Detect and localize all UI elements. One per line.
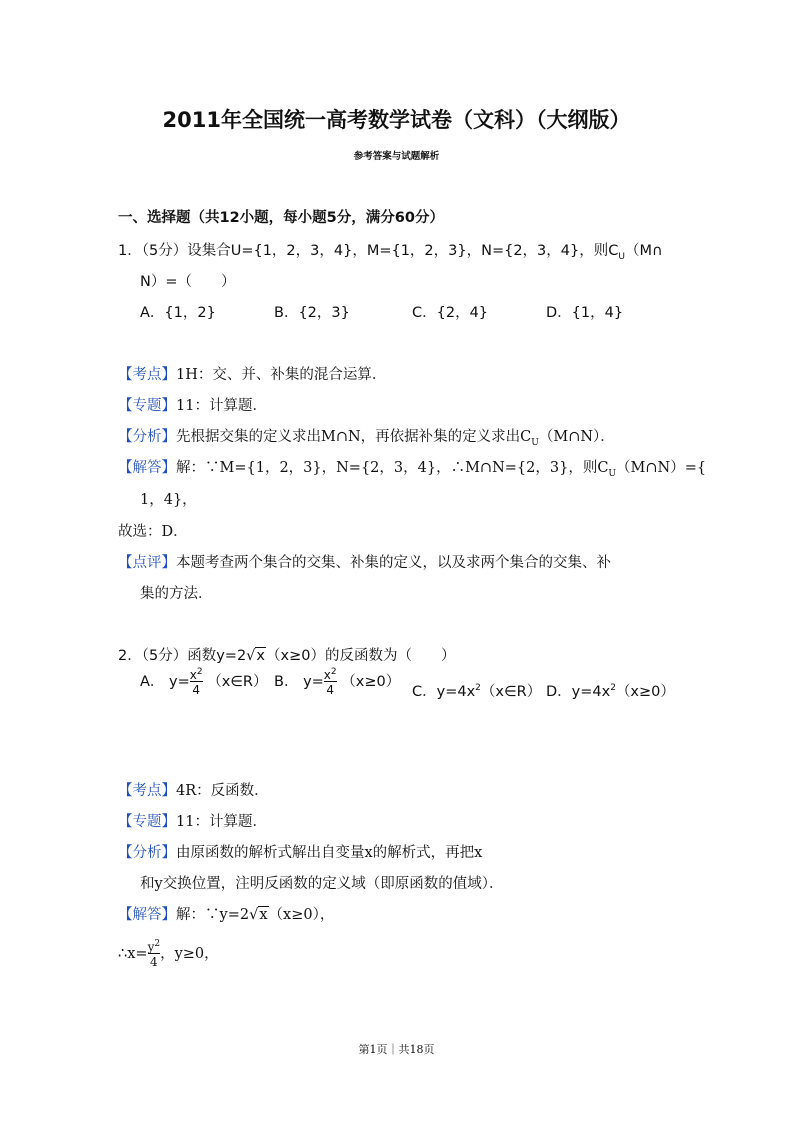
q1-fenxi-text: 先根据交集的定义求出M∩N，再依据补集的定义求出C [176, 429, 532, 445]
q1-zhuanti-text: 11：计算题． [176, 398, 267, 414]
q1-kaodian [118, 363, 386, 384]
section-heading: 一、选择题（共12小题，每小题5分，满分60分） [118, 210, 444, 226]
q1-dianping [118, 551, 611, 572]
tag-jieda-2: 【解答】 [118, 907, 176, 923]
tag-kaodian-2: 【考点】 [118, 783, 176, 799]
q1-stem [118, 239, 663, 262]
page-title: 2011年全国统一高考数学试卷（文科）（大纲版） [162, 108, 631, 132]
q2-option-a [140, 668, 268, 696]
tag-fenxi-2: 【分析】 [118, 845, 176, 861]
q1-stem-text: 1．（5分）设集合U={1，2，3，4}，M={1，2，3}，N={2，3，4}，则C [118, 243, 619, 259]
q1-fenxi-sub: U [531, 437, 539, 448]
q1-fenxi [118, 425, 615, 448]
tag-fenxi: 【分析】 [118, 429, 176, 445]
q2-option-a-num: x [189, 668, 197, 682]
q2-option-a-fraction [190, 668, 203, 696]
page-footer: 第1页｜共18页 [358, 1043, 435, 1056]
q2-kaodian [118, 779, 269, 800]
q2-step-den: 4 [148, 953, 161, 968]
q2-option-b-fraction [324, 668, 337, 696]
tag-dianping: 【点评】 [118, 555, 176, 571]
q2-zhuanti-text: 11：计算题． [176, 814, 267, 830]
q1-jieda-sub: U [608, 468, 617, 479]
q1-jieda [118, 456, 706, 479]
q1-dianping-text: 本题考查两个集合的交集、补集的定义，以及求两个集合的交集、补 [176, 555, 611, 571]
q1-zhuanti [118, 394, 267, 415]
q2-option-a-exp: 2 [196, 667, 203, 677]
q2-option-b-exp: 2 [330, 667, 337, 677]
q1-option-d: D．{1，4} [546, 305, 624, 321]
q2-option-b-y: y= [303, 674, 324, 690]
q1-jieda-text: 解：∵M={1，2，3}，N={2，3，4}，∴M∩N={2，3}，则C [176, 460, 609, 476]
q2-option-b-num: x [323, 668, 331, 682]
q1-sub-u: U [618, 251, 625, 262]
q2-zhuanti [118, 810, 267, 831]
q1-fenxi-end: （M∩N）． [538, 429, 615, 445]
q2-option-a-den: 4 [190, 681, 203, 696]
q2-jieda-pre: 解：∵y= [176, 907, 240, 923]
q2-option-c [412, 680, 541, 701]
q2-step-pre: ∴x= [118, 946, 148, 962]
q1-dianping-line2: 集的方法． [140, 586, 213, 602]
q2-fenxi-line2: 和y交换位置，注明反函数的定义域（即原函数的值域）． [140, 876, 504, 892]
q2-kaodian-text: 4R：反函数． [176, 783, 269, 799]
q2-stem: 2．（5分）函数y=2√x（x≥0）的反函数为（ ） [118, 648, 456, 664]
tag-jieda: 【解答】 [118, 460, 176, 476]
q2-step-exp: 2 [154, 939, 161, 949]
q2-option-c-text: C．y=4x [412, 684, 476, 700]
q2-jieda: 【解答】解：∵y=2√x（x≥0）， [118, 907, 335, 923]
q1-jieda-line2: 1，4}， [140, 492, 197, 508]
q1-stem-end: （M∩ [624, 243, 663, 259]
q1-answer: 故选：D． [118, 524, 188, 540]
q2-option-d [546, 680, 675, 701]
q2-option-a-y: y= [169, 674, 190, 690]
q1-option-c: C．{2，4} [412, 305, 489, 321]
q2-jieda-coef: 2 [239, 907, 250, 923]
q2-step [118, 940, 219, 968]
q1-jieda-end: （M∩N）={ [616, 460, 707, 476]
q1-option-b: B．{2，3} [274, 305, 350, 321]
q2-option-a-label: A． [140, 674, 165, 690]
q2-option-c-cond: （x∈R） [480, 684, 542, 700]
q2-option-b-den: 4 [324, 681, 337, 696]
tag-zhuanti-2: 【专题】 [118, 814, 176, 830]
q2-option-b-cond: （x≥0） [341, 674, 401, 690]
q2-stem-post: （x≥0）的反函数为（ ） [266, 648, 456, 664]
q1-option-a: A．{1，2} [140, 305, 216, 321]
tag-zhuanti: 【专题】 [118, 398, 176, 414]
q2-option-d-cond: （x≥0） [615, 684, 675, 700]
q2-option-a-cond: （x∈R） [207, 674, 268, 690]
q2-jieda-radicand: x [259, 907, 268, 923]
q2-jieda-post: （x≥0）， [268, 907, 335, 923]
q2-stem-coef: 2 [236, 648, 247, 664]
q2-fenxi [118, 841, 482, 862]
page-subtitle: 参考答案与试题解析 [353, 151, 440, 162]
q2-step-post: ，y≥0， [160, 946, 219, 962]
q2-stem-pre: 2．（5分）函数y= [118, 648, 237, 664]
q2-option-b-label: B． [274, 674, 299, 690]
q2-step-num: y [147, 940, 155, 954]
tag-kaodian: 【考点】 [118, 367, 176, 383]
q1-stem-line2: N）=（ ） [140, 274, 236, 290]
q2-option-d-text: D．y=4x [546, 684, 611, 700]
q2-fenxi-text: 由原函数的解析式解出自变量x的解析式，再把x [176, 845, 483, 861]
q1-kaodian-text: 1H：交、并、补集的混合运算． [176, 367, 387, 383]
q2-step-fraction [148, 940, 161, 968]
q2-option-c-exp: 2 [475, 683, 481, 694]
q2-option-d-exp: 2 [610, 683, 616, 694]
q2-option-b [274, 668, 400, 696]
q2-stem-radicand: x [256, 648, 266, 664]
